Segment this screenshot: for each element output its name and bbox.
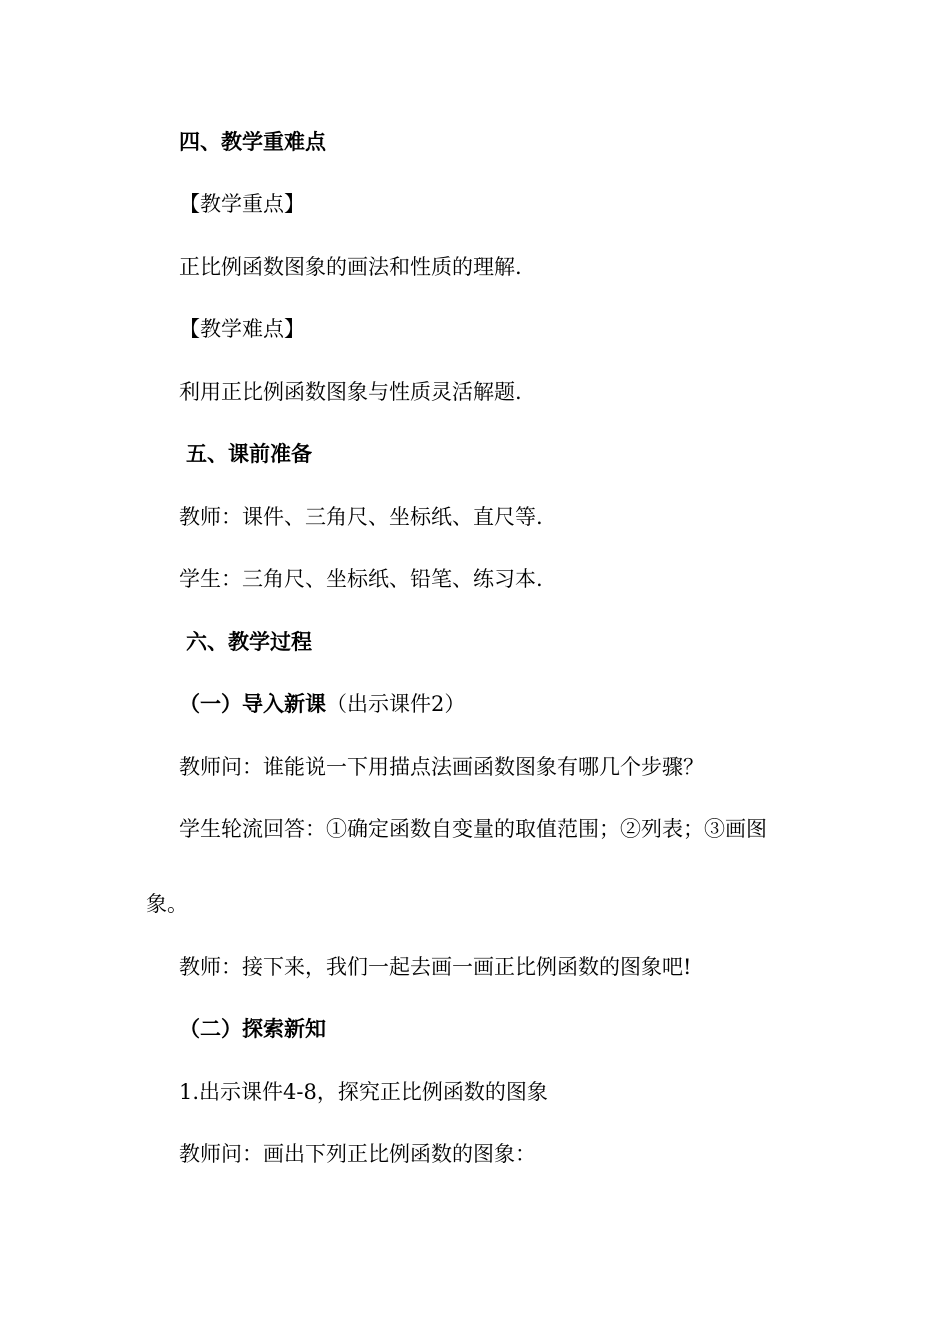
text-student-answer-line2: 象。 bbox=[146, 892, 188, 916]
text-teacher-next: 教师：接下来，我们一起去画一画正比例函数的图象吧! bbox=[179, 955, 692, 979]
text-teacher-question-draw: 教师问：画出下列正比例函数的图象： bbox=[179, 1142, 536, 1166]
text-teaching-difficulties: 利用正比例函数图象与性质灵活解题. bbox=[179, 380, 522, 404]
section-heading-4: 四、教学重难点 bbox=[179, 129, 326, 154]
text-item-1: 1.出示课件4-8，探究正比例函数的图象 bbox=[179, 1080, 548, 1104]
text-teaching-key-points: 正比例函数图象的画法和性质的理解. bbox=[179, 255, 522, 279]
section-heading-5: 五、课前准备 bbox=[186, 441, 312, 466]
text-teacher-question-steps: 教师问：谁能说一下用描点法画函数图象有哪几个步骤？ bbox=[179, 755, 704, 779]
text-student-answer-line1: 学生轮流回答：①确定函数自变量的取值范围；②列表；③画图 bbox=[179, 817, 767, 841]
subsection-heading-1 bbox=[179, 690, 465, 718]
label-teaching-difficulties: 【教学难点】 bbox=[179, 317, 305, 341]
text-teacher-preparation: 教师：课件、三角尺、坐标纸、直尺等. bbox=[179, 505, 543, 529]
subsection-note-1: （出示课件2） bbox=[326, 692, 466, 716]
label-teaching-key-points: 【教学重点】 bbox=[179, 192, 305, 216]
subsection-heading-2: （二）探索新知 bbox=[179, 1016, 326, 1041]
text-student-preparation: 学生：三角尺、坐标纸、铅笔、练习本. bbox=[179, 567, 543, 591]
subsection-title-1: （一）导入新课 bbox=[179, 691, 326, 716]
section-heading-6: 六、教学过程 bbox=[186, 629, 312, 654]
